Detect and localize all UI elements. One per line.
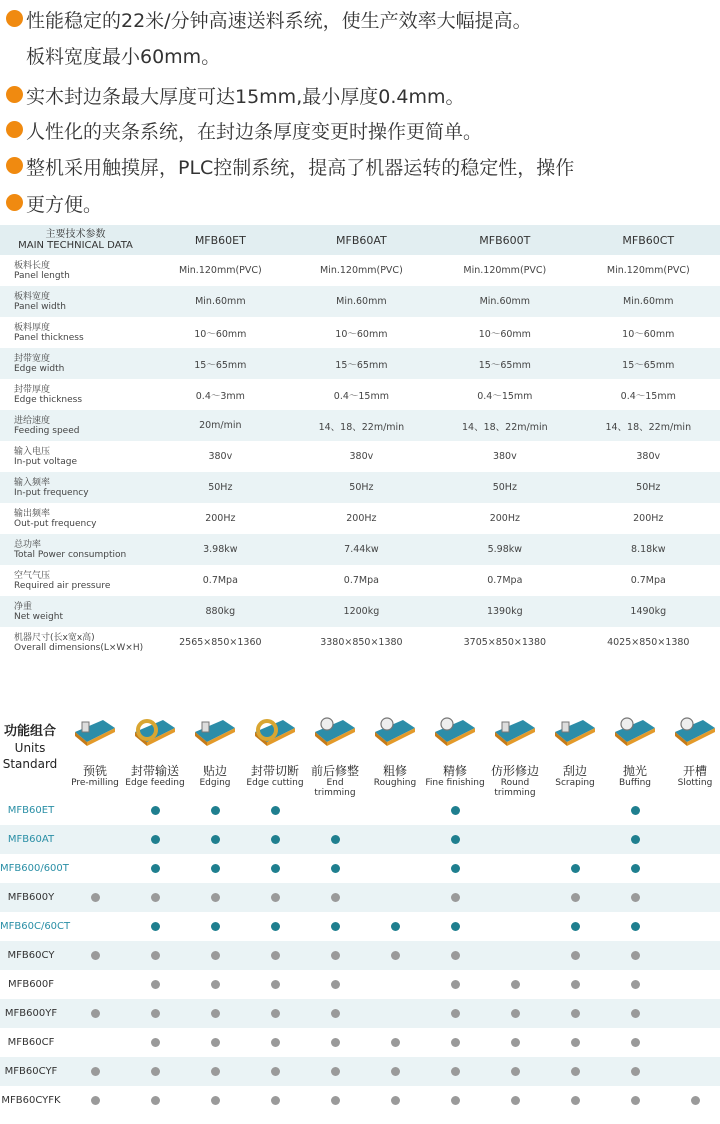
model-row bbox=[0, 1028, 720, 1057]
unit-included-dot bbox=[391, 951, 400, 960]
row-label-en: Feeding speed bbox=[14, 425, 80, 436]
unit-included-dot bbox=[511, 1038, 520, 1047]
table-cell: 5.98kw bbox=[433, 534, 576, 565]
unit-included-dot bbox=[91, 1009, 100, 1018]
edge-cutting-unit-icon bbox=[253, 710, 297, 750]
row-label-zh: 板料长度 bbox=[14, 260, 51, 271]
table-cell: 0.4～3mm bbox=[195, 390, 245, 402]
unit-included-dot bbox=[451, 893, 460, 902]
unit-included-dot bbox=[91, 1067, 100, 1076]
unit-included-dot bbox=[571, 864, 580, 873]
unit-label-en: Slotting bbox=[677, 778, 713, 788]
row-label-en: Out-put frequency bbox=[14, 518, 97, 529]
table-body bbox=[0, 255, 720, 658]
model-header: MFB60ET bbox=[151, 225, 290, 255]
model-row bbox=[0, 854, 720, 883]
table-cell: Min.120mm(PVC) bbox=[319, 265, 403, 276]
table-cell: 7.44kw bbox=[290, 534, 433, 565]
unit-included-dot bbox=[631, 951, 640, 960]
unit-included-dot bbox=[151, 893, 160, 902]
table-cell: Min.60mm bbox=[151, 286, 290, 317]
unit-included-dot bbox=[571, 922, 580, 931]
unit-included-dot bbox=[331, 893, 340, 902]
table-cell: 3380×850×1380 bbox=[320, 637, 403, 648]
unit-included-dot bbox=[511, 980, 520, 989]
table-cell: 14、18、22m/min bbox=[290, 410, 433, 441]
table-cell: 0.7Mpa bbox=[487, 575, 523, 586]
unit-included-dot bbox=[691, 1096, 700, 1105]
unit-included-dot bbox=[571, 980, 580, 989]
table-cell: Min.60mm bbox=[577, 286, 720, 317]
scraping-unit-icon bbox=[553, 710, 597, 750]
table-cell: 0.4～15mm bbox=[477, 390, 533, 402]
table-cell: 3705×850×1380 bbox=[463, 637, 547, 648]
table-cell: 10～60mm bbox=[194, 328, 247, 340]
row-label-zh: 进给速度 bbox=[14, 415, 51, 426]
row-label-en: Net weight bbox=[14, 611, 64, 622]
table-cell: 15～65mm bbox=[433, 348, 576, 379]
table-cell: 1390kg bbox=[433, 596, 576, 627]
unit-label-en: Buffing bbox=[619, 778, 651, 788]
unit-included-dot bbox=[451, 806, 460, 815]
table-cell: 380v bbox=[349, 451, 374, 462]
unit-included-dot bbox=[151, 1067, 160, 1076]
row-label bbox=[0, 596, 151, 627]
row-label bbox=[0, 627, 151, 658]
unit-included-dot bbox=[451, 835, 460, 844]
table-cell: 4025×850×1380 bbox=[607, 637, 690, 648]
table-row bbox=[0, 503, 720, 534]
unit-label-zh: 预铣 bbox=[82, 764, 107, 778]
bullet-dot bbox=[6, 121, 23, 138]
unit-included-dot bbox=[151, 1009, 160, 1018]
header-zh: 主要技术参数 bbox=[45, 229, 106, 240]
unit-included-dot bbox=[451, 980, 460, 989]
row-label-en: In-put frequency bbox=[14, 487, 89, 498]
table-cell: Min.120mm(PVC) bbox=[606, 265, 690, 276]
table-row bbox=[0, 410, 720, 441]
table-cell: 0.7Mpa bbox=[202, 575, 238, 586]
unit-included-dot bbox=[151, 980, 160, 989]
bullet-dot bbox=[6, 157, 23, 174]
row-label-zh: 板料厚度 bbox=[14, 322, 51, 333]
unit-included-dot bbox=[631, 864, 640, 873]
unit-included-dot bbox=[451, 951, 460, 960]
row-label-en: Overall dimensions(L×W×H) bbox=[14, 642, 144, 653]
feature-text: 性能稳定的22米/分钟高速送料系统，使生产效率大幅提高。 bbox=[26, 10, 532, 32]
unit-included-dot bbox=[91, 1096, 100, 1105]
row-label-zh: 输入频率 bbox=[14, 477, 51, 488]
table-cell: 14、18、22m/min bbox=[577, 410, 720, 441]
model-row bbox=[0, 883, 720, 912]
row-label-zh: 总功率 bbox=[14, 539, 42, 550]
table-row bbox=[0, 255, 720, 286]
model-name: MFB60C/60CT bbox=[0, 921, 71, 932]
buffing-unit-icon bbox=[613, 710, 657, 750]
end-trimming-unit-icon bbox=[313, 710, 357, 750]
unit-included-dot bbox=[331, 835, 340, 844]
table-row bbox=[0, 348, 720, 379]
feature-text: 实木封边条最大厚度可达15mm,最小厚度0.4mm。 bbox=[26, 86, 465, 108]
unit-included-dot bbox=[211, 951, 220, 960]
row-label-en: Total Power consumption bbox=[14, 549, 127, 560]
row-label-zh: 封带宽度 bbox=[14, 353, 51, 364]
unit-included-dot bbox=[571, 1096, 580, 1105]
row-label-en: Panel length bbox=[14, 270, 70, 281]
unit-included-dot bbox=[391, 1096, 400, 1105]
feature-text: 更方便。 bbox=[26, 194, 103, 216]
table-row bbox=[0, 627, 720, 658]
edging-unit-icon bbox=[193, 710, 237, 750]
unit-included-dot bbox=[571, 1067, 580, 1076]
header-en: MAIN TECHNICAL DATA bbox=[18, 240, 133, 251]
table-cell: Min.120mm(PVC) bbox=[178, 265, 262, 276]
unit-included-dot bbox=[91, 951, 100, 960]
unit-label-zh: 前后修整 bbox=[310, 764, 359, 778]
unit-included-dot bbox=[331, 951, 340, 960]
unit-included-dot bbox=[331, 864, 340, 873]
premilling-unit-icon bbox=[73, 710, 117, 750]
row-label-en: Required air pressure bbox=[14, 580, 111, 591]
row-label bbox=[0, 286, 151, 317]
unit-included-dot bbox=[451, 1096, 460, 1105]
row-label bbox=[0, 379, 151, 410]
table-cell: 10～60mm bbox=[335, 328, 388, 340]
units-title-en: Units bbox=[14, 741, 46, 755]
table-row bbox=[0, 472, 720, 503]
unit-included-dot bbox=[151, 951, 160, 960]
unit-included-dot bbox=[631, 835, 640, 844]
units-title-std: Standard bbox=[2, 757, 58, 771]
unit-included-dot bbox=[271, 922, 280, 931]
technical-data-table bbox=[0, 225, 720, 658]
unit-label-en: End trimming bbox=[314, 778, 356, 798]
unit-included-dot bbox=[451, 1009, 460, 1018]
table-cell: 20m/min bbox=[151, 410, 290, 441]
table-row bbox=[0, 596, 720, 627]
bullet-dot bbox=[6, 86, 23, 103]
feature-text: 人性化的夹条系统，在封边条厚度变更时操作更简单。 bbox=[26, 121, 483, 143]
table-row bbox=[0, 379, 720, 410]
unit-included-dot bbox=[211, 922, 220, 931]
table-cell: Min.60mm bbox=[290, 286, 433, 317]
table-cell: 14、18、22m/min bbox=[433, 410, 576, 441]
header-label-cell bbox=[0, 225, 151, 255]
unit-included-dot bbox=[271, 1038, 280, 1047]
model-row bbox=[0, 796, 720, 825]
row-label bbox=[0, 534, 151, 565]
table-cell: 0.4～15mm bbox=[333, 390, 389, 402]
row-label bbox=[0, 472, 151, 503]
unit-label-en: Scraping bbox=[555, 778, 595, 788]
unit-label-en: Roughing bbox=[373, 778, 417, 788]
unit-included-dot bbox=[631, 1067, 640, 1076]
model-name: MFB60CYFK bbox=[1, 1095, 61, 1106]
table-cell: 10～60mm bbox=[478, 328, 531, 340]
model-name: MFB600YF bbox=[4, 1008, 58, 1019]
row-label-zh: 封带厚度 bbox=[14, 384, 51, 395]
unit-included-dot bbox=[331, 1096, 340, 1105]
table-cell: 8.18kw bbox=[577, 534, 720, 565]
unit-label-zh: 抛光 bbox=[622, 764, 647, 778]
unit-included-dot bbox=[151, 806, 160, 815]
table-cell: 15～65mm bbox=[290, 348, 433, 379]
table-row bbox=[0, 441, 720, 472]
table-cell: 0.7Mpa bbox=[630, 575, 666, 586]
row-label bbox=[0, 565, 151, 596]
unit-included-dot bbox=[151, 1038, 160, 1047]
table-cell: 0.7Mpa bbox=[343, 575, 379, 586]
table-row bbox=[0, 317, 720, 348]
table-cell: Min.60mm bbox=[433, 286, 576, 317]
unit-included-dot bbox=[151, 922, 160, 931]
model-row bbox=[0, 1086, 720, 1115]
edge-feeding-unit-icon bbox=[133, 710, 177, 750]
row-label-zh: 输入电压 bbox=[14, 446, 51, 457]
table-cell: 15～65mm bbox=[577, 348, 720, 379]
feature-text: 整机采用触摸屏，PLC控制系统，提高了机器运转的稳定性，操作 bbox=[26, 157, 575, 179]
model-name: MFB600Y bbox=[7, 892, 55, 903]
unit-included-dot bbox=[271, 806, 280, 815]
table-cell: 380v bbox=[636, 451, 661, 462]
unit-included-dot bbox=[451, 922, 460, 931]
unit-included-dot bbox=[211, 1067, 220, 1076]
unit-included-dot bbox=[211, 806, 220, 815]
unit-included-dot bbox=[271, 1009, 280, 1018]
unit-included-dot bbox=[271, 864, 280, 873]
unit-included-dot bbox=[571, 1009, 580, 1018]
row-label-en: Edge width bbox=[14, 363, 65, 374]
unit-label-zh: 精修 bbox=[442, 764, 467, 778]
table-row bbox=[0, 565, 720, 596]
row-label bbox=[0, 317, 151, 348]
model-row bbox=[0, 970, 720, 999]
model-name: MFB60CY bbox=[7, 950, 55, 961]
unit-included-dot bbox=[331, 980, 340, 989]
model-name: MFB60CF bbox=[7, 1037, 55, 1048]
unit-included-dot bbox=[331, 1038, 340, 1047]
unit-included-dot bbox=[451, 864, 460, 873]
table-cell: 50Hz bbox=[151, 472, 290, 503]
table-cell: 1490kg bbox=[577, 596, 720, 627]
model-name: MFB60CYF bbox=[4, 1066, 58, 1077]
model-header: MFB60AT bbox=[290, 225, 433, 255]
unit-included-dot bbox=[211, 864, 220, 873]
table-cell: 50Hz bbox=[577, 472, 720, 503]
row-label bbox=[0, 410, 151, 441]
model-row bbox=[0, 825, 720, 854]
table-cell: 380v bbox=[492, 451, 517, 462]
units-title-zh: 功能组合 bbox=[3, 724, 56, 739]
table-cell: 50Hz bbox=[290, 472, 433, 503]
unit-included-dot bbox=[91, 893, 100, 902]
unit-included-dot bbox=[271, 893, 280, 902]
unit-included-dot bbox=[331, 922, 340, 931]
model-row bbox=[0, 1057, 720, 1086]
unit-included-dot bbox=[211, 835, 220, 844]
model-header: MFB600T bbox=[433, 225, 576, 255]
unit-included-dot bbox=[271, 980, 280, 989]
unit-included-dot bbox=[211, 1009, 220, 1018]
row-label-zh: 输出频率 bbox=[14, 508, 51, 519]
fine-finishing-unit-icon bbox=[433, 710, 477, 750]
feature-text: 板料宽度最小60mm。 bbox=[26, 46, 221, 68]
unit-label-en: Round trimming bbox=[494, 778, 536, 798]
row-label bbox=[0, 255, 151, 286]
row-label bbox=[0, 503, 151, 534]
table-cell: Min.120mm(PVC) bbox=[463, 265, 547, 276]
row-label-zh: 机器尺寸(长x宽x高) bbox=[14, 632, 95, 643]
table-cell: 200Hz bbox=[205, 513, 236, 524]
table-cell: 3.98kw bbox=[151, 534, 290, 565]
row-label-zh: 净重 bbox=[14, 601, 33, 612]
unit-included-dot bbox=[151, 1096, 160, 1105]
table-cell: 50Hz bbox=[433, 472, 576, 503]
bullet-dot bbox=[6, 10, 23, 27]
unit-included-dot bbox=[571, 893, 580, 902]
model-row bbox=[0, 941, 720, 970]
bullet-dot bbox=[6, 194, 23, 211]
unit-included-dot bbox=[511, 1096, 520, 1105]
unit-included-dot bbox=[151, 835, 160, 844]
table-cell: 0.4～15mm bbox=[620, 390, 676, 402]
unit-label-zh: 贴边 bbox=[202, 764, 227, 778]
model-name: MFB600F bbox=[7, 979, 55, 990]
unit-included-dot bbox=[631, 1096, 640, 1105]
unit-included-dot bbox=[151, 864, 160, 873]
unit-included-dot bbox=[211, 980, 220, 989]
unit-included-dot bbox=[391, 922, 400, 931]
unit-included-dot bbox=[211, 1038, 220, 1047]
unit-included-dot bbox=[631, 1038, 640, 1047]
unit-label-zh: 封带切断 bbox=[250, 764, 299, 778]
unit-label-zh: 开槽 bbox=[682, 764, 707, 778]
table-header-row bbox=[0, 225, 720, 255]
model-header: MFB60CT bbox=[577, 225, 720, 255]
unit-included-dot bbox=[211, 893, 220, 902]
table-cell: 2565×850×1360 bbox=[179, 637, 262, 648]
round-trimming-unit-icon bbox=[493, 710, 537, 750]
table-cell: 200Hz bbox=[633, 513, 664, 524]
unit-included-dot bbox=[391, 1067, 400, 1076]
unit-label-en: Fine finishing bbox=[425, 778, 485, 788]
model-row bbox=[0, 912, 720, 941]
unit-label-en: Edging bbox=[199, 778, 231, 788]
unit-included-dot bbox=[271, 835, 280, 844]
model-row bbox=[0, 999, 720, 1028]
table-row bbox=[0, 534, 720, 565]
unit-included-dot bbox=[451, 1038, 460, 1047]
units-title bbox=[0, 724, 60, 772]
unit-label-en: Edge cutting bbox=[246, 778, 304, 788]
unit-included-dot bbox=[271, 1096, 280, 1105]
unit-included-dot bbox=[451, 1067, 460, 1076]
unit-included-dot bbox=[631, 922, 640, 931]
table-cell: 1200kg bbox=[290, 596, 433, 627]
unit-included-dot bbox=[571, 1038, 580, 1047]
unit-included-dot bbox=[511, 1067, 520, 1076]
unit-included-dot bbox=[631, 980, 640, 989]
row-label-zh: 板料宽度 bbox=[14, 291, 51, 302]
unit-included-dot bbox=[571, 951, 580, 960]
unit-included-dot bbox=[211, 1096, 220, 1105]
unit-label-zh: 刮边 bbox=[562, 764, 587, 778]
unit-included-dot bbox=[631, 893, 640, 902]
unit-included-dot bbox=[271, 1067, 280, 1076]
slotting-unit-icon bbox=[673, 710, 717, 750]
row-label bbox=[0, 348, 151, 379]
unit-included-dot bbox=[331, 1067, 340, 1076]
model-name: MFB60AT bbox=[7, 834, 55, 845]
table-cell: 10～60mm bbox=[622, 328, 675, 340]
unit-included-dot bbox=[391, 1038, 400, 1047]
unit-label-zh: 粗修 bbox=[382, 764, 407, 778]
unit-included-dot bbox=[331, 1009, 340, 1018]
unit-included-dot bbox=[631, 1009, 640, 1018]
unit-included-dot bbox=[511, 1009, 520, 1018]
table-cell: 200Hz bbox=[489, 513, 520, 524]
model-name: MFB600/600T bbox=[0, 863, 69, 874]
table-cell: 380v bbox=[208, 451, 233, 462]
row-label-en: In-put voltage bbox=[14, 456, 78, 467]
unit-label-en: Pre-milling bbox=[71, 778, 119, 788]
unit-label-zh: 仿形修边 bbox=[490, 764, 539, 778]
unit-label-zh: 封带输送 bbox=[130, 764, 179, 778]
unit-included-dot bbox=[271, 951, 280, 960]
roughing-unit-icon bbox=[373, 710, 417, 750]
table-cell: 200Hz bbox=[346, 513, 377, 524]
unit-included-dot bbox=[631, 806, 640, 815]
row-label-en: Edge thickness bbox=[14, 394, 83, 405]
row-label-en: Panel thickness bbox=[14, 332, 84, 343]
row-label-en: Panel width bbox=[14, 301, 66, 312]
table-row bbox=[0, 286, 720, 317]
row-label-zh: 空气气压 bbox=[14, 570, 51, 581]
row-label bbox=[0, 441, 151, 472]
table-cell: 15～65mm bbox=[151, 348, 290, 379]
model-name: MFB60ET bbox=[7, 805, 55, 816]
table-cell: 880kg bbox=[151, 596, 290, 627]
unit-label-en: Edge feeding bbox=[125, 778, 185, 788]
